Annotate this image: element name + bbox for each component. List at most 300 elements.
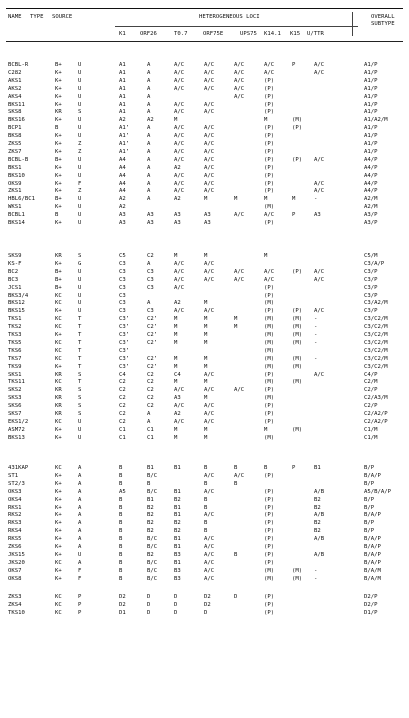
table-cell: A4 <box>119 180 126 187</box>
table-cell: A1 <box>119 93 126 100</box>
table-cell: HBL6/BC1 <box>8 196 35 203</box>
table-cell: S <box>78 387 82 394</box>
table-cell: B1 <box>147 465 154 471</box>
table-row <box>0 188 409 195</box>
table-cell: C1/M <box>364 426 378 433</box>
table-cell: (P) <box>264 411 275 417</box>
table-cell: (M) <box>264 355 275 362</box>
table-cell: KC <box>55 379 62 386</box>
table-cell: C2’ <box>147 332 158 338</box>
table-cell: A/C <box>204 411 215 417</box>
table-cell: C2 <box>147 379 154 386</box>
table-cell: B/A/P <box>364 536 381 543</box>
table-cell: - <box>314 332 318 338</box>
table-cell: (M) <box>292 575 303 582</box>
table-cell: C3/P <box>364 292 378 299</box>
table-cell: M <box>234 196 238 203</box>
table-cell: (M) <box>264 300 275 307</box>
table-cell: U <box>78 308 82 315</box>
table-cell: A/C <box>204 125 215 132</box>
table-cell: A4 <box>119 156 126 163</box>
table-cell: JCS1 <box>8 284 22 291</box>
table-cell: U <box>78 276 82 283</box>
table-cell: D <box>174 609 178 616</box>
table-cell: C3’ <box>119 339 130 346</box>
table-cell: A/C <box>234 268 245 275</box>
table-cell: A/C <box>174 101 185 108</box>
table-cell: B/C <box>147 567 158 574</box>
table-cell: M <box>174 117 178 124</box>
table-cell: U <box>78 220 82 226</box>
table-cell: (P) <box>264 559 275 566</box>
table-cell: M <box>204 379 208 386</box>
table-cell: A1/P <box>364 141 378 147</box>
table-cell: BC2 <box>8 268 19 275</box>
table-row <box>0 300 409 307</box>
table-cell: D2 <box>119 594 126 600</box>
table-cell: A1/P <box>364 125 378 132</box>
table-cell: A/C <box>204 156 215 163</box>
table-cell: JKS20 <box>8 559 25 566</box>
table-cell: M <box>174 355 178 362</box>
table-cell: C2 <box>119 403 126 410</box>
table-cell: U <box>78 196 82 203</box>
table-cell: A/B <box>314 488 325 495</box>
table-cell: F <box>78 180 82 187</box>
table-cell: A3 <box>174 220 181 226</box>
table-cell: BKS14 <box>8 220 25 226</box>
table-cell: (M) <box>292 316 303 323</box>
table-cell: K+ <box>55 85 62 92</box>
table-cell: A3 <box>119 212 126 219</box>
table-cell: - <box>314 567 318 574</box>
table-cell: A/C <box>174 260 185 267</box>
table-cell: A <box>147 172 151 179</box>
table-cell: B2 <box>147 512 154 519</box>
header-type: TYPE <box>30 14 44 20</box>
table-row <box>0 149 409 156</box>
table-cell: (P) <box>264 418 275 425</box>
table-row <box>0 165 409 172</box>
table-cell: A3 <box>204 220 211 226</box>
table-cell: C3 <box>119 268 126 275</box>
table-cell: ZKS4 <box>8 601 22 608</box>
header-subtype: SUBTYPE <box>371 21 395 27</box>
table-cell: A <box>78 528 82 535</box>
table-cell: B+ <box>55 156 62 163</box>
table-cell: (M) <box>264 347 275 354</box>
table-cell: C3/C2/M <box>364 316 388 323</box>
table-cell: A/C <box>204 101 215 108</box>
table-cell: (P) <box>264 472 275 479</box>
table-cell: B <box>204 504 208 511</box>
table-row <box>0 117 409 124</box>
table-cell: M <box>204 300 208 307</box>
table-cell: A/C <box>234 62 245 68</box>
table-cell: (M) <box>264 339 275 346</box>
table-cell: (M) <box>292 379 303 386</box>
table-cell: RKS1 <box>8 504 22 511</box>
table-cell: (P) <box>292 268 303 275</box>
table-cell: K+ <box>55 204 62 211</box>
table-cell: A <box>78 520 82 527</box>
table-cell: (M) <box>264 395 275 402</box>
table-cell: B1 <box>174 504 181 511</box>
table-cell: OKS4 <box>8 496 22 503</box>
table-cell: A <box>147 69 151 76</box>
table-cell: P <box>78 601 82 608</box>
table-cell: C3’ <box>119 355 130 362</box>
table-cell: A/C <box>204 371 215 378</box>
table-cell: (P) <box>264 220 275 226</box>
table-cell: SKS2 <box>8 387 22 394</box>
table-cell: C3’ <box>119 324 130 331</box>
table-cell: U <box>78 268 82 275</box>
table-cell: A1 <box>119 69 126 76</box>
table-cell: U <box>78 101 82 108</box>
table-cell: A <box>78 512 82 519</box>
table-cell: A1’ <box>119 141 130 147</box>
table-cell: KC <box>55 316 62 323</box>
table-row <box>0 196 409 203</box>
table-cell: B <box>55 125 59 132</box>
table-cell: A/C <box>174 268 185 275</box>
table-cell: A/C <box>174 69 185 76</box>
table-row <box>0 157 409 164</box>
table-cell: B2 <box>174 528 181 535</box>
table-cell: D2/P <box>364 594 378 600</box>
table-cell: S <box>78 253 82 259</box>
table-cell: B2 <box>174 496 181 503</box>
header-locus: K1 <box>119 31 126 37</box>
table-cell: (P) <box>264 387 275 394</box>
table-cell: A/C <box>204 387 215 394</box>
table-cell: A <box>147 164 151 171</box>
table-cell: A/C <box>174 308 185 315</box>
table-cell: A1 <box>119 62 126 68</box>
table-cell: A/C <box>204 69 215 76</box>
table-cell: (M) <box>292 332 303 338</box>
table-cell: M <box>204 324 208 331</box>
table-cell: K+ <box>55 180 62 187</box>
table-cell: A/C <box>264 69 275 76</box>
table-cell: M <box>174 426 178 433</box>
table-cell: C3/C2/M <box>364 339 388 346</box>
table-row <box>0 403 409 410</box>
table-cell: B1 <box>174 544 181 550</box>
table-cell: (P) <box>264 188 275 195</box>
table-cell: C2/A2/P <box>364 418 388 425</box>
table-cell: B <box>119 465 123 471</box>
table-cell: KC <box>55 594 62 600</box>
table-cell: A/C <box>234 472 245 479</box>
table-cell: A4 <box>119 172 126 179</box>
table-cell: S <box>78 371 82 378</box>
table-cell: U <box>78 418 82 425</box>
header-locus: U/TTR <box>307 31 324 37</box>
table-cell: A/C <box>204 172 215 179</box>
table-cell: M <box>204 339 208 346</box>
table-cell: KC <box>55 300 62 307</box>
table-cell: G <box>78 260 82 267</box>
table-cell: A <box>78 536 82 543</box>
table-cell: BC3 <box>8 276 19 283</box>
table-cell: D <box>147 601 151 608</box>
table-cell: A/C <box>174 125 185 132</box>
table-cell: SKS1 <box>8 371 22 378</box>
table-cell: (P) <box>264 101 275 108</box>
table-cell: SKS3 <box>8 395 22 402</box>
table-cell: K+ <box>55 472 62 479</box>
table-cell: ASM72 <box>8 426 25 433</box>
table-cell: (P) <box>264 504 275 511</box>
table-row <box>0 505 409 512</box>
table-cell: A/C <box>204 85 215 92</box>
table-cell: C2 <box>119 395 126 402</box>
table-cell: A/C <box>174 141 185 147</box>
table-cell: A/C <box>314 62 325 68</box>
table-cell: B1 <box>174 536 181 543</box>
table-cell: K+ <box>55 528 62 535</box>
table-cell: WKS1 <box>8 204 22 211</box>
table-cell: KC <box>55 339 62 346</box>
table-cell: C1 <box>119 434 126 441</box>
table-cell: A2 <box>147 117 154 124</box>
table-cell: C2 <box>147 371 154 378</box>
table-cell: B2 <box>314 496 321 503</box>
table-cell: A/C <box>174 133 185 140</box>
table-cell: (P) <box>264 520 275 527</box>
table-cell: U <box>78 156 82 163</box>
table-cell: C2 <box>147 387 154 394</box>
header-heterogeneous-loci: HETEROGENEOUS LOCI <box>199 14 260 20</box>
table-cell: KC <box>55 609 62 616</box>
table-cell: Z <box>78 141 82 147</box>
table-cell: K+ <box>55 220 62 226</box>
table-cell: BKS10 <box>8 172 25 179</box>
table-cell: SKS7 <box>8 411 22 417</box>
table-row <box>0 419 409 426</box>
table-cell: A5 <box>119 488 126 495</box>
table-cell: A <box>147 196 151 203</box>
table-cell: ZKS3 <box>8 594 22 600</box>
table-cell: (P) <box>264 536 275 543</box>
table-cell: T <box>78 332 82 338</box>
table-cell: U <box>78 172 82 179</box>
table-cell: A3 <box>147 212 154 219</box>
table-cell: B3 <box>174 567 181 574</box>
table-cell: C2’ <box>147 355 158 362</box>
table-cell: M <box>264 117 268 124</box>
table-cell: SKS9 <box>8 253 22 259</box>
table-cell: KR <box>55 411 62 417</box>
table-cell: BKS8 <box>8 133 22 140</box>
table-cell: C3’ <box>119 332 130 338</box>
table-cell: P <box>292 465 296 471</box>
table-cell: U <box>78 117 82 124</box>
table-cell: A/C <box>204 62 215 68</box>
table-cell: C2 <box>119 387 126 394</box>
table-cell: A/C <box>264 62 275 68</box>
table-cell: KC <box>55 355 62 362</box>
table-row <box>0 568 409 575</box>
table-cell: (P) <box>264 403 275 410</box>
table-cell: A <box>147 148 151 155</box>
table-cell: KC <box>55 465 62 471</box>
table-cell: B/P <box>364 520 375 527</box>
table-cell: B/C <box>147 472 158 479</box>
table-cell: C3’ <box>119 316 130 323</box>
table-cell: A1/P <box>364 148 378 155</box>
table-cell: T <box>78 316 82 323</box>
table-cell: A <box>147 85 151 92</box>
table-cell: U <box>78 551 82 558</box>
table-cell: A1’ <box>119 125 130 132</box>
table-cell: A/C <box>174 172 185 179</box>
table-cell: (P) <box>292 156 303 163</box>
table-cell: C2/P <box>364 403 378 410</box>
table-cell: P <box>78 609 82 616</box>
table-cell: K+ <box>55 426 62 433</box>
table-cell: TKS5 <box>8 339 22 346</box>
table-cell: B/P <box>364 480 375 487</box>
table-cell: A/C <box>204 276 215 283</box>
table-row <box>0 78 409 85</box>
table-cell: S <box>78 109 82 116</box>
table-cell: A/C <box>204 133 215 140</box>
table-cell: A4 <box>119 164 126 171</box>
table-cell: A <box>147 188 151 195</box>
table-cell: A1 <box>119 85 126 92</box>
table-cell: RKS2 <box>8 512 22 519</box>
table-cell: (M) <box>264 332 275 338</box>
table-cell: A <box>78 544 82 550</box>
table-cell: P <box>292 212 296 219</box>
table-cell: A/C <box>204 536 215 543</box>
table-cell: (M) <box>292 339 303 346</box>
table-cell: M <box>174 332 178 338</box>
table-cell: M <box>204 196 208 203</box>
table-cell: KS-F <box>8 260 22 267</box>
table-cell: U <box>78 77 82 84</box>
table-cell: A/C <box>234 93 245 100</box>
table-cell: M <box>264 426 268 433</box>
table-cell: (P) <box>264 544 275 550</box>
table-cell: A2 <box>174 300 181 307</box>
table-cell: A2 <box>119 117 126 124</box>
table-row <box>0 544 409 551</box>
table-cell: B <box>119 480 123 487</box>
table-cell: D <box>174 601 178 608</box>
table-cell: (P) <box>264 528 275 535</box>
table-cell: K+ <box>55 332 62 338</box>
table-cell: B/P <box>364 528 375 535</box>
table-cell: (M) <box>264 379 275 386</box>
table-cell: ST2/3 <box>8 480 25 487</box>
table-cell: B+ <box>55 284 62 291</box>
table-cell: A/C <box>234 85 245 92</box>
table-cell: C3/C2/M <box>364 324 388 331</box>
table-cell: (P) <box>264 133 275 140</box>
table-cell: TKS2 <box>8 324 22 331</box>
table-cell: C2 <box>147 403 154 410</box>
table-cell: D <box>147 609 151 616</box>
table-cell: BKS11 <box>8 101 25 108</box>
table-cell: C3 <box>119 308 126 315</box>
table-cell: C3/A/P <box>364 260 385 267</box>
table-cell: C3/C2/M <box>364 347 388 354</box>
table-cell: KR <box>55 371 62 378</box>
table-cell: K+ <box>55 520 62 527</box>
table-cell: A <box>147 180 151 187</box>
table-cell: C4 <box>119 371 126 378</box>
table-cell: K+ <box>55 260 62 267</box>
table-cell: AKS2 <box>8 85 22 92</box>
table-row <box>0 269 409 276</box>
table-cell: (M) <box>292 324 303 331</box>
table-row <box>0 324 409 331</box>
table-cell: C3 <box>119 260 126 267</box>
table-cell: A/C <box>204 544 215 550</box>
table-row <box>0 610 409 617</box>
table-cell: A <box>147 411 151 417</box>
table-cell: B <box>147 480 151 487</box>
table-cell: M <box>204 332 208 338</box>
table-cell: T <box>78 324 82 331</box>
table-cell: D2 <box>204 601 211 608</box>
table-cell: K+ <box>55 133 62 140</box>
table-cell: C2 <box>119 411 126 417</box>
table-cell: A <box>78 472 82 479</box>
table-cell: (M) <box>264 575 275 582</box>
table-cell: B+ <box>55 62 62 68</box>
table-row <box>0 70 409 77</box>
table-cell: KR <box>55 109 62 116</box>
table-cell: C2 <box>147 395 154 402</box>
table-cell: F <box>78 567 82 574</box>
table-cell: A/C <box>204 488 215 495</box>
table-row <box>0 356 409 363</box>
table-row <box>0 141 409 148</box>
table-cell: A/C <box>264 276 275 283</box>
table-cell: (P) <box>264 496 275 503</box>
table-cell: B <box>119 544 123 550</box>
table-cell: (P) <box>264 148 275 155</box>
table-cell: B/A/M <box>364 575 381 582</box>
table-row <box>0 465 409 472</box>
table-cell: K+ <box>55 544 62 550</box>
table-cell: ZKS7 <box>8 148 22 155</box>
table-cell: B <box>119 512 123 519</box>
table-cell: B <box>234 551 238 558</box>
table-cell: AKS4 <box>8 93 22 100</box>
table-cell: U <box>78 204 82 211</box>
table-row <box>0 293 409 300</box>
table-cell: A/C <box>174 62 185 68</box>
table-row <box>0 181 409 188</box>
table-cell: (P) <box>264 141 275 147</box>
table-cell: K+ <box>55 512 62 519</box>
table-cell: KC <box>55 601 62 608</box>
table-cell: (P) <box>292 308 303 315</box>
table-cell: A/C <box>204 403 215 410</box>
table-cell: (M) <box>264 324 275 331</box>
table-cell: (P) <box>264 512 275 519</box>
header-locus: T0.7 <box>174 31 188 37</box>
table-cell: D2/P <box>364 601 378 608</box>
table-row <box>0 497 409 504</box>
table-row <box>0 528 409 535</box>
